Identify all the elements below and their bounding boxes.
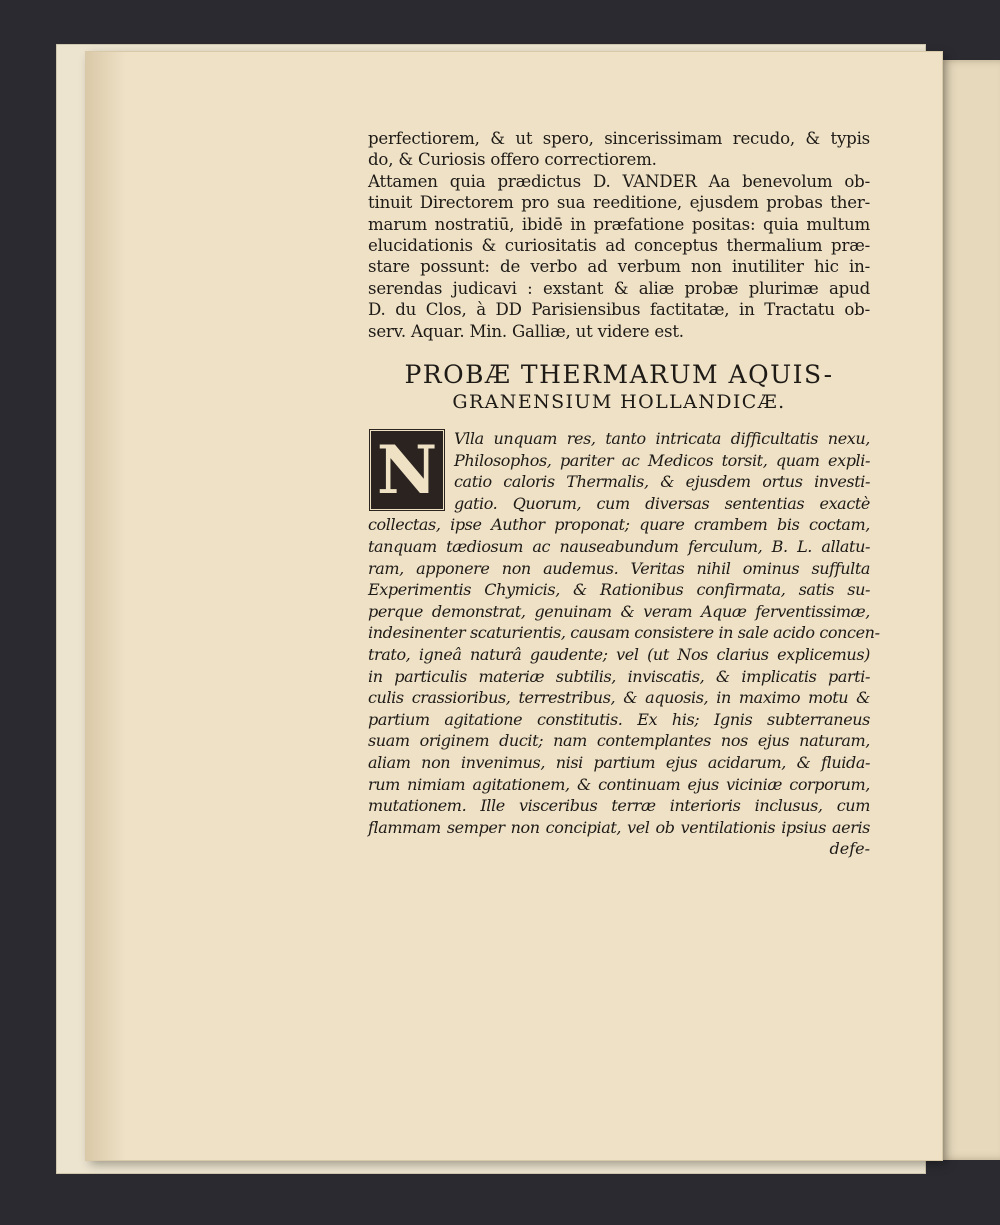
intro-line: stare possunt: de verbo ad verbum non inutiliter hic in-	[368, 257, 870, 277]
body-line: in particulis materiæ subtilis, inviscatis, & implicatis parti-	[368, 666, 870, 686]
decorated-initial-letter: N	[368, 428, 446, 512]
body-line: catio caloris Thermalis, & ejusdem ortus investi-	[454, 472, 870, 492]
section-heading: PROBÆ THERMARUM AQUIS-	[404, 360, 834, 390]
intro-line: D. du Clos, à DD Parisiensibus factitatæ, in Tractatu ob-	[368, 300, 870, 320]
section-heading-continued: GRANENSIUM HOLLANDICÆ.	[452, 391, 786, 414]
body-line: tanquam tædiosum ac nauseabundum ferculum, B. L. allatu-	[368, 537, 870, 557]
body-line: aliam non invenimus, nisi partium ejus acidarum, & fluida-	[368, 752, 870, 772]
body-line: perque demonstrat, genuinam & veram Aquæ ferventissimæ,	[368, 601, 870, 621]
intro-line: tinuit Directorem pro sua reeditione, ejusdem probas ther-	[368, 193, 870, 213]
intro-paragraph	[368, 128, 870, 342]
intro-line: serendas judicavi : exstant & aliæ probæ plurimæ apud	[368, 278, 870, 298]
body-line: collectas, ipse Author proponat; quare crambem bis coctam,	[368, 515, 870, 535]
body-line: Philosophos, pariter ac Medicos torsit, quam expli-	[454, 450, 870, 470]
intro-line: elucidationis & curiositatis ad conceptus thermalium præ-	[368, 236, 870, 256]
intro-line: serv. Aquar. Min. Galliæ, ut videre est.	[368, 321, 684, 341]
body-line: Experimentis Chymicis, & Rationibus confirmata, satis su-	[368, 580, 870, 600]
body-paragraph	[368, 428, 880, 860]
page-text-block	[368, 128, 880, 860]
body-line: partium agitatione constitutis. Ex his; Ignis subterraneus	[368, 709, 870, 729]
body-line: flammam semper non concipiat, vel ob ventilationis ipsius aeris	[368, 817, 870, 837]
body-line: trato, igneâ naturâ gaudente; vel (ut Nos clarius explicemus)	[368, 645, 870, 664]
intro-line: Attamen quia prædictus D. VANDER Aa benevolum ob-	[368, 171, 870, 191]
book-page	[86, 52, 942, 1160]
catchword: defe-	[829, 839, 870, 859]
body-line: rum nimiam agitationem, & continuam ejus viciniæ corporum,	[368, 774, 870, 794]
body-line: mutationem. Ille visceribus terræ interioris inclusus, cum	[368, 796, 870, 816]
body-line: culis crassioribus, terrestribus, & aquosis, in maximo motu &	[368, 688, 870, 708]
body-line: Vlla unquam res, tanto intricata difficultatis nexu,	[454, 429, 870, 449]
intro-line: do, & Curiosis offero correctiorem.	[368, 150, 657, 170]
body-line: gatio. Quorum, cum diversas sententias exactè	[454, 493, 870, 513]
body-line: indesinenter scaturientis, causam consistere in sale acido concen-	[368, 623, 880, 643]
body-line: suam originem ducit; nam contemplantes nos ejus naturam,	[368, 731, 870, 751]
intro-line: perfectiorem, & ut spero, sincerissimam recudo, & typis	[368, 129, 870, 148]
intro-line: marum nostratiū, ibidē in præfatione positas: quia multum	[368, 214, 870, 234]
adjacent-leaf	[936, 60, 1000, 1160]
body-line: ram, apponere non audemus. Veritas nihil ominus suffulta	[368, 558, 870, 578]
